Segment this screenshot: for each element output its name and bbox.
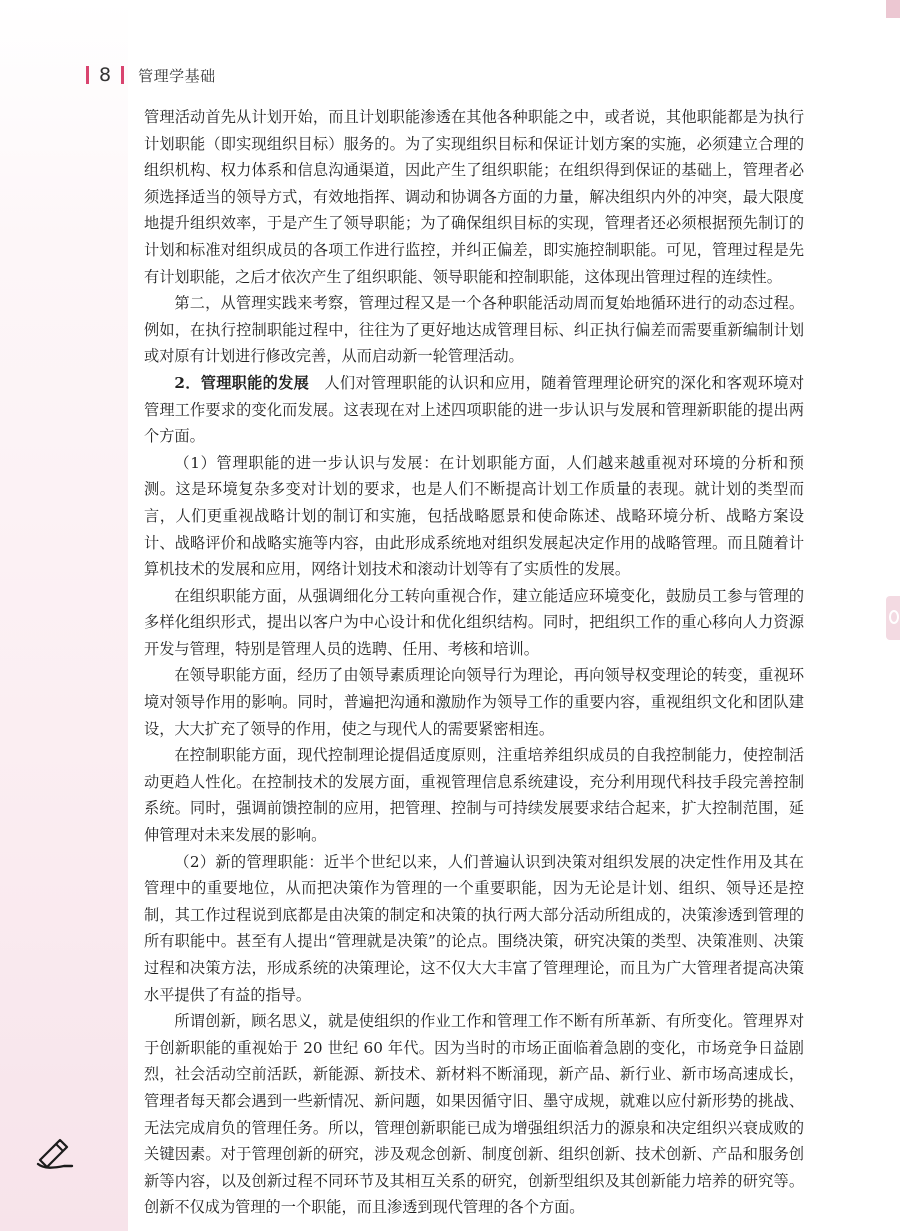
- paragraph: 第二，从管理实践来考察，管理过程又是一个各种职能活动周而复始地循环进行的动态过程。例如，在执行控制职能过程中，往往为了更好地达成管理目标、纠正执行偏差而需要重新编制计划或对原有计划进行修改完善，从而启动新一轮管理活动。: [144, 294, 804, 366]
- paragraph: 所谓创新，顾名思义，就是使组织的作业工作和管理工作不断有所革新、有所变化。管理界对于创新职能的重视始于 20 世纪 60 年代。因为当时的市场正面临着急剧的变化，市场竞争日益剧烈，社会活动空前活跃，新能源、新技术、新材料不断涌现，新产品、新行业、新市场高速成长，管理者每天都会遇到一些新情况、新问题，如果因循守旧、墨守成规，就难以应付新形势的挑战、无法完成肩负的管理任务。所以，管理创新职能已成为增强组织活力的源泉和决定组织兴衰成败的关键因素。对于管理创新的研究，涉及观念创新、制度创新、组织创新、技术创新、产品和服务创新等内容，以及创新过程不同环节及其相互关系的研究，创新型组织及其创新能力培养的研究等。创新不仅成为管理的一个职能，而且渗透到现代管理的各个方面。: [144, 1012, 804, 1217]
- book-title: 管理学基础: [138, 66, 216, 85]
- paragraph: 2．管理职能的发展 人们对管理职能的认识和应用，随着管理理论研究的深化和客观环境对管理工作要求的变化而发展。这表现在对上述四项职能的进一步认识与发展和管理新职能的提出两个方面。: [144, 373, 805, 446]
- running-header: [86, 60, 216, 90]
- page-number: 8: [99, 64, 112, 86]
- paragraph: 在组织职能方面，从强调细化分工转向重视合作，建立能适应环境变化，鼓励员工参与管理的多样化组织形式，提出以客户为中心设计和优化组织结构。同时，把组织工作的重心移向人力资源开发与管理，特别是管理人员的选聘、任用、考核和培训。: [144, 586, 804, 658]
- header-divider-right: [121, 66, 124, 84]
- body-text: [144, 104, 804, 1221]
- paragraph: 管理活动首先从计划开始，而且计划职能渗透在其他各种职能之中，或者说，其他职能都是为执行计划职能（即实现组织目标）服务的。为了实现组织目标和保证计划方案的实施，必须建立合理的组织机构、权力体系和信息沟通渠道，因此产生了组织职能；在组织得到保证的基础上，管理者必须选择适当的领导方式，有效地指挥、调动和协调各方面的力量，解决组织内外的冲突，最大限度地提升组织效率，于是产生了领导职能；为了确保组织目标的实现，管理者还必须根据预先制订的计划和标准对组织成员的各项工作进行监控，并纠正偏差，即实施控制职能。可见，管理过程是先有计划职能，之后才依次产生了组织职能、领导职能和控制职能，这体现出管理过程的连续性。: [144, 108, 804, 286]
- margin-strip: [0, 0, 128, 1231]
- corner-tab: [886, 0, 900, 18]
- section-heading: 2．管理职能的发展: [174, 373, 310, 392]
- paragraph: 在控制职能方面，现代控制理论提倡适度原则，注重培养组织成员的自我控制能力，使控制活动更趋人性化。在控制技术的发展方面，重视管理信息系统建设，充分利用现代科技手段完善控制系统。同时，强调前馈控制的应用，把管理、控制与可持续发展要求结合起来，扩大控制范围，延伸管理对未来发展的影响。: [144, 746, 804, 845]
- paragraph: 在领导职能方面，经历了由领导素质理论向领导行为理论，再向领导权变理论的转变，重视环境对领导作用的影响。同时，普遍把沟通和激励作为领导工作的重要内容，重视组织文化和团队建设，大大扩充了领导的作用，使之与现代人的需要紧密相连。: [144, 666, 804, 738]
- header-divider-left: [86, 66, 89, 84]
- paragraph: （2）新的管理职能：近半个世纪以来，人们普遍认识到决策对组织发展的决定性作用及其在管理中的重要地位，从而把决策作为管理的一个重要职能，因为无论是计划、组织、领导还是控制，其工作过程说到底都是由决策的制定和决策的执行两大部分活动所组成的，决策渗透到管理的所有职能中。甚至有人提出“管理就是决策”的论点。围绕决策，研究决策的类型、决策准则、决策过程和决策方法，形成系统的决策理论，这不仅大大丰富了管理理论，而且为广大管理者提高决策水平提供了有益的指导。: [144, 852, 804, 1004]
- pen-note-icon: [34, 1136, 76, 1170]
- paragraph: （1）管理职能的进一步认识与发展：在计划职能方面，人们越来越重视对环境的分析和预测。这是环境复杂多变对计划的要求，也是人们不断提高计划工作质量的表现。就计划的类型而言，人们更重视战略计划的制订和实施，包括战略愿景和使命陈述、战略环境分析、战略方案设计、战略评价和战略实施等内容，由此形成系统地对组织发展起决定作用的战略管理。而且随着计算机技术的发展和应用，网络计划技术和滚动计划等有了实质性的发展。: [144, 453, 804, 579]
- page-edge-tab: [886, 596, 900, 640]
